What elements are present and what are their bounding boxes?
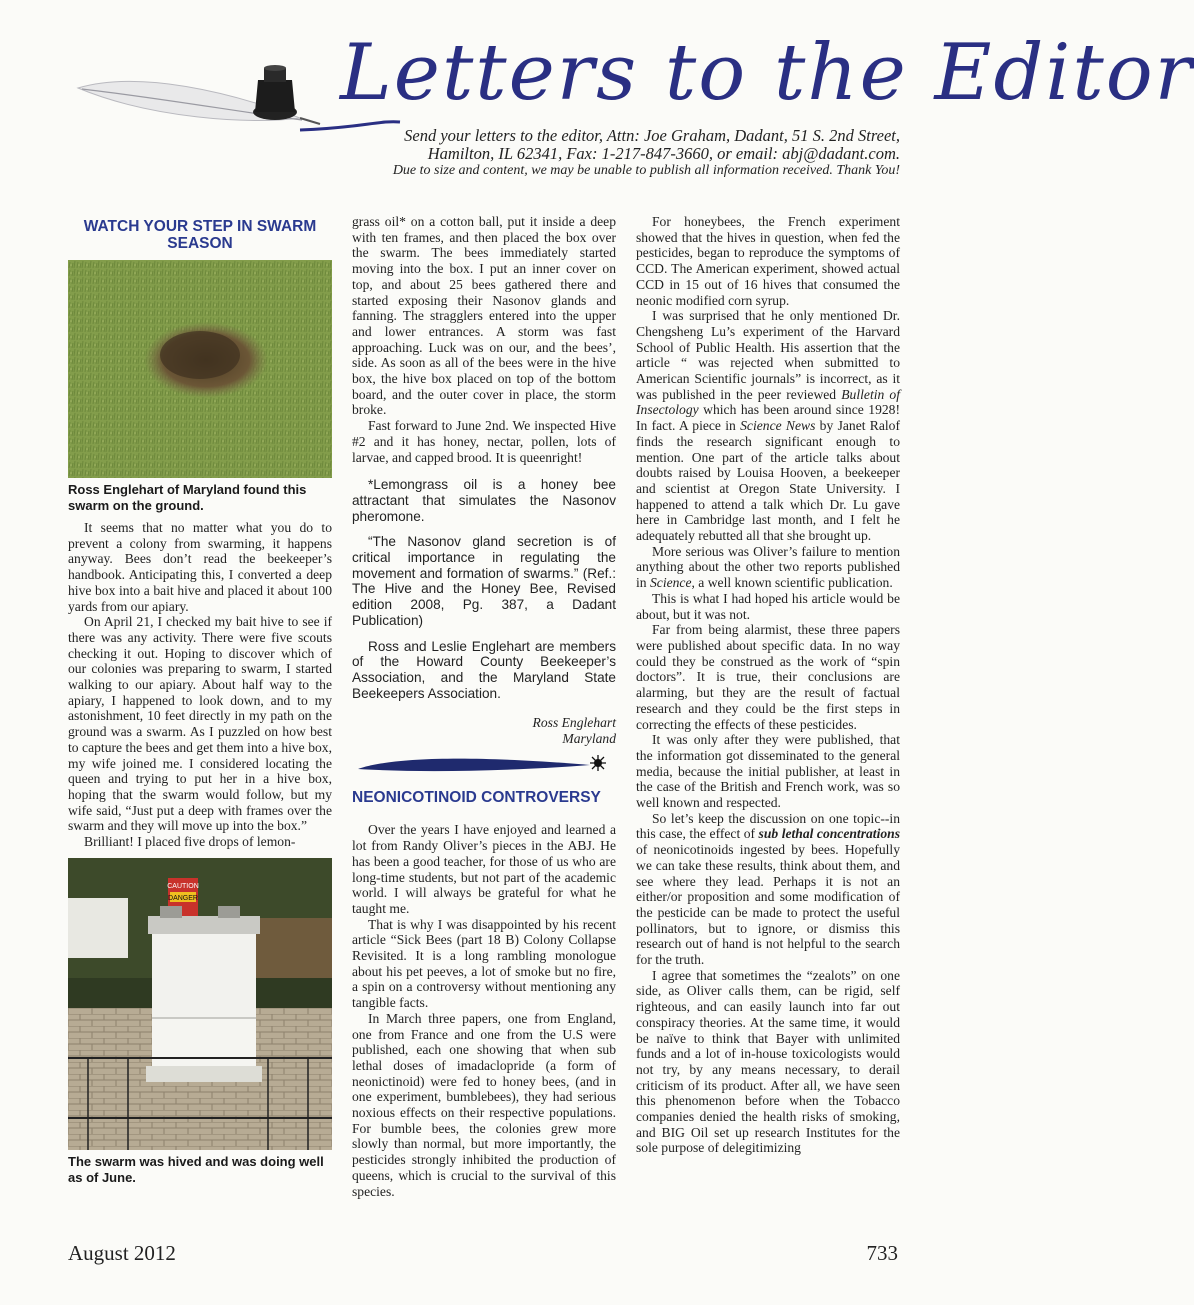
paragraph: I was surprised that he only mentioned Dr. Chengsheng Lu’s experiment of the Harvard School of Public Health. His assertion that the article “ was rejected when submitted to American Scientific journals” is incorrect, as it was published in the peer reviewed Bulletin of Insectology which has been around since 1928! In fact. A piece in Science News by Janet Ralof finds the research significant enough to mention. One part of the article talks about doubts raised by Louisa Hooven, a beekeeper and scientist at Oregon State University. I happened to attend a talk which Dr. Lu gave here in Cambridge last month, and I felt he adequately rebutted all that she brought up. — [636, 308, 901, 544]
article-heading-neonicotinoid: NEONICOTINOID CONTROVERSY — [352, 789, 601, 807]
masthead-address-line: Send your letters to the editor, Attn: Joe Graham, Dadant, 51 S. 2nd Street, — [404, 126, 900, 145]
swarm-on-ground-photo — [68, 260, 332, 478]
author-bio: Ross and Leslie Englehart are members of the Howard County Beekeeper’s Association, and the Maryland State Beekeepers Association. — [352, 638, 616, 701]
footnote-lemongrass: *Lemongrass oil is a honey bee attractant that simulates the Nasonov pheromone. — [352, 477, 616, 524]
page-title: Letters to the Editor — [340, 28, 1194, 118]
paragraph: grass oil* on a cotton ball, put it inside a deep with ten frames, and then placed the box over the swarm. The bees immediately started moving into the box. I put an inner cover on top, and about 25 bees gathered there and started exposing their Nasonov glands and fanning. The stragglers entered into the upper and lower entrances. A storm was fast approaching. Luck was on our, and the bees’, side. As soon as all of the bees were in the hive box, the hive box placed on top of the bottom board, and the outer cover in place, the storm broke. — [352, 214, 616, 418]
column-3 — [636, 214, 900, 1156]
paragraph: Over the years I have enjoyed and learned a lot from Randy Oliver’s pieces in the ABJ. He has been a good teacher, for those of us who are long-time students, but not part of the academic world. I will always be grateful for what he taught me. — [352, 822, 616, 916]
page-number: 733 — [866, 1241, 898, 1265]
signature-place: Maryland — [562, 731, 616, 747]
paragraph: On April 21, I checked my bait hive to see if there was any activity. There were five scouts checking it out. Hoping to discover which of our colonies was preparing to swarm, I started walking to our apiary. About half way to the apiary, I happened to look down, and to my astonishment, 10 feet directly in my path on the ground was a swarm. As I puzzled on how best to capture the bees and get them into a hive box, my wife joined me. I considered locating the queen and trying to put her in a hive box, hoping that the swarm would follow, but my wife said, “Just put a deep with frames over the swarm and they will move up into the box.” — [68, 614, 332, 834]
paragraph: This is what I had hoped his article would be about, but it was not. — [636, 590, 900, 622]
photo-caption-hived: The swarm was hived and was doing well as of June. — [68, 1153, 324, 1185]
caution-sign-label: CAUTION — [167, 882, 199, 890]
paragraph: In March three papers, one from England, one from France and one from the U.S were published, each one showing that when sub lethal doses of imadaclopride (a form of neonictinoid) were fed to honey bees, (and in one experiment, bumblebees), they had serious noxious effects on their respective populations. For bumble bees, the colonies grew more slowly than normal, but more importantly, the pesticides strongly inhibited the production of queens, which is crucial to the survival of this species. — [352, 1010, 616, 1199]
paragraph: It was only after they were published, that the information got disseminated to the general media, because the initial publisher, at least in the case of the British and French work, was so well known and respected. — [636, 732, 900, 811]
paragraph: That is why I was disappointed by his recent article “Sick Bees (part 18 B) Colony Collapse Revisited. It is a long rambling monologue about his pet peeves, a lot of smoke but no fire, a spin on a controversy without mentioning any tangible facts. — [352, 916, 616, 1011]
paragraph: I agree that sometimes the “zealots” on one side, as Oliver calls them, can be rigid, self righteous, and can easily launch into far out conspiracy theories. At the same time, it would be naïve to think that Bayer with unlimited funds and a lot of in-house toxicologists would not try, by any means necessary, to derail criticism of its product. After all, we have seen this phenomenon before when the Tobacco companies denied the health risks of smoking, and BIG Oil set up research Institutes for the sole purpose of delegitimizing — [636, 967, 900, 1156]
photo-caption-swarm: Ross Englehart of Maryland found this swarm on the ground. — [68, 482, 307, 513]
issue-date: August 2012 — [68, 1241, 176, 1265]
danger-sign-label: DANGER — [168, 894, 198, 902]
paragraph: Far from being alarmist, these three papers were published about specific data. In no way could they be construed as the work of “spin doctors”. It is true, their conclusions are alarming, but they are the result of factual research and they could be the first steps in correcting the effects of these pesticides. — [636, 622, 900, 732]
signature-name: Ross Englehart — [532, 715, 616, 731]
quote-nasonov: “The Nasonov gland secretion is of critical importance in regulating the movement and formation of swarms.” (Ref.: The Hive and the Honey Bee, Revised edition 2008, Pg. 387, a Dadant Publication) — [352, 534, 616, 628]
paragraph: Fast forward to June 2nd. We inspected Hive #2 and it has honey, nectar, pollen, lots of larvae, and capped brood. It is queenright! — [352, 418, 616, 465]
paragraph: So let’s keep the discussion on one topic--in this case, the effect of sub lethal concentrations of neonicotinoids ingested by bees. Hopefully we can take these results, think about them, and see where they lead. Perhaps it is not an either/or proposition and some modification of the pesticide can be made to protect the useful pollinators, but to ignore, or dismiss this research out of hand is not helpful to the search for the truth. — [636, 810, 900, 968]
paragraph: For honeybees, the French experiment showed that the hives in question, when fed the pesticides, began to reproduce the symptoms of CCD. The American experiment, showed actual CCD in 15 out of 16 hives that consumed the neonic modified corn syrup. — [636, 214, 900, 308]
hived-swarm-photo — [68, 858, 332, 1150]
paragraph: More serious was Oliver’s failure to mention anything about the other two reports published in Science, a well known scientific publication. — [636, 543, 900, 591]
paragraph: Brilliant! I placed five drops of lemon- — [84, 834, 296, 850]
masthead — [0, 0, 1194, 200]
article-heading-swarm: WATCH YOUR STEP IN SWARM SEASON — [83, 218, 317, 252]
masthead-disclaimer: Due to size and content, we may be unable to publish all information received. Thank You! — [392, 163, 900, 178]
bee-flourish-divider-icon — [352, 747, 616, 785]
masthead-contact-line: Hamilton, IL 62341, Fax: 1-217-847-3660, or email: abj@dadant.com. — [427, 144, 900, 163]
column-1 — [68, 214, 332, 1192]
column-2 — [352, 214, 616, 1199]
paragraph: It seems that no matter what you do to prevent a colony from swarming, it happens anyway. Bees don’t read the beekeeper’s handbook. Anticipating this, I converted a deep hive box into a bait hive and placed it about 100 yards from our apiary. — [68, 520, 332, 614]
